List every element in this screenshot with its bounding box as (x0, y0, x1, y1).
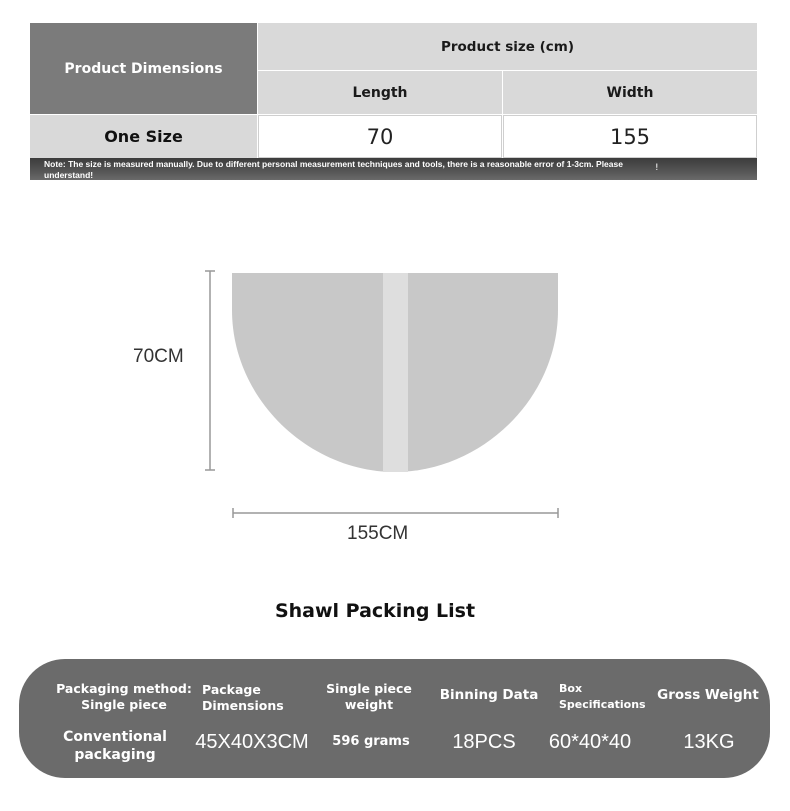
measurement-note: Note: The size is measured manually. Due to different personal measurement techniques and tools, there is a reasonable error of 1-3cm. Please understand! (44, 159, 623, 180)
package-dimensions-value: 45X40X3CM (195, 731, 309, 753)
single-piece-weight-header: Single piece weight (326, 681, 412, 712)
product-dimensions-header: Product Dimensions (30, 23, 257, 114)
box-specifications-header: Box Specifications (559, 682, 646, 711)
length-value: 70 (258, 115, 502, 158)
package-dimensions-header: Package Dimensions (202, 682, 284, 713)
length-header: Length (258, 71, 502, 114)
packaging-method-value: Conventional packaging (63, 729, 167, 763)
gross-weight-header: Gross Weight (657, 687, 759, 703)
note-mark: ! (655, 163, 659, 173)
box-specifications-value: 60*40*40 (548, 731, 632, 753)
binning-data-header: Binning Data (439, 687, 539, 703)
width-label: 155CM (347, 523, 409, 544)
binning-data-value: 18PCS (452, 731, 516, 753)
width-header: Width (503, 71, 757, 114)
packing-list-panel (19, 659, 770, 778)
product-size-header: Product size (cm) (258, 23, 757, 70)
height-label: 70CM (133, 346, 184, 367)
gross-weight-value: 13KG (683, 731, 735, 753)
packing-list-title: Shawl Packing List (274, 600, 476, 622)
width-value: 155 (503, 115, 757, 158)
single-piece-weight-value: 596 grams (332, 734, 410, 749)
one-size-label: One Size (30, 115, 257, 158)
packaging-method-header: Packaging method: Single piece (56, 681, 192, 712)
shawl-center-stripe (383, 273, 408, 472)
